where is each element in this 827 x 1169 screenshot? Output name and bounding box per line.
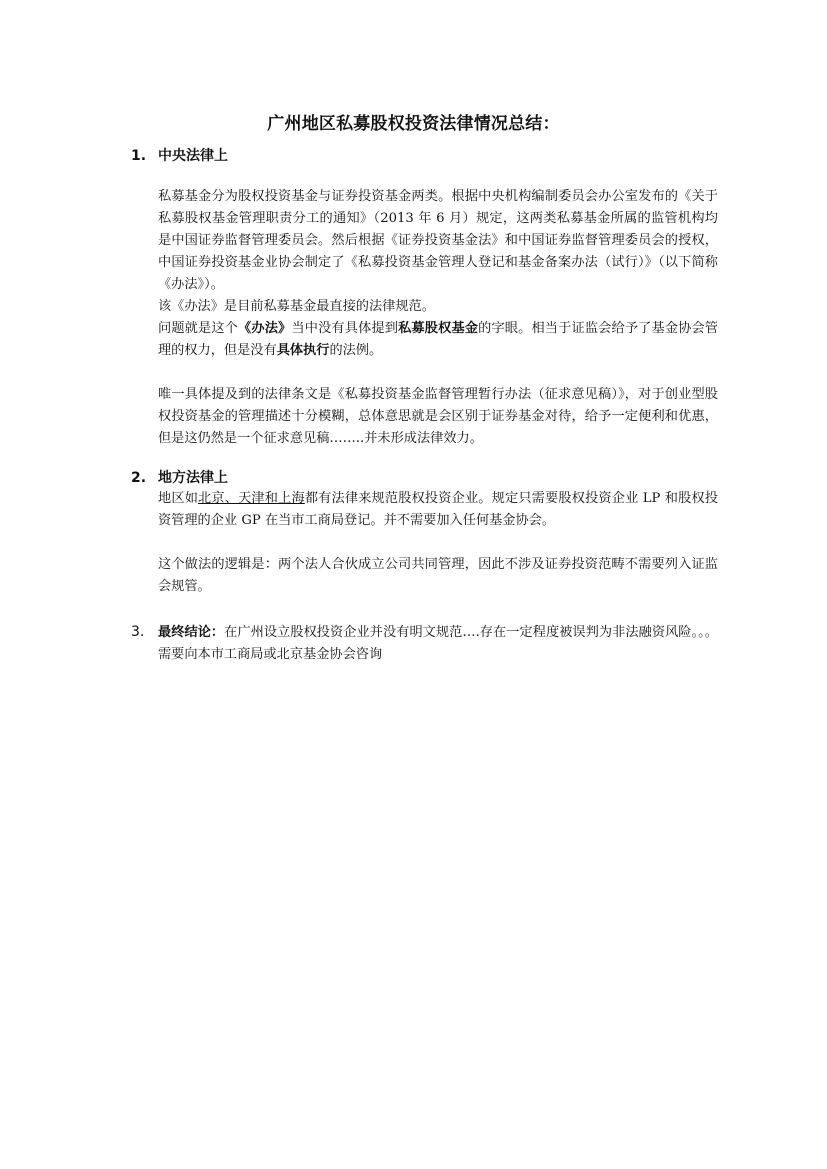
section-number: 1. (131, 148, 147, 164)
section-heading (131, 146, 721, 166)
section-title: 最终结论： (158, 625, 225, 640)
paragraph (158, 318, 718, 362)
section-body (158, 488, 718, 598)
paragraph: 该《办法》是目前私募基金最直接的法律规范。 (158, 299, 435, 314)
text-run: 问题就是这个 (158, 321, 239, 336)
section-conclusion (131, 622, 721, 666)
section-number: 2. (131, 470, 147, 486)
section-heading (131, 468, 721, 488)
bold-term: 私募股权基金 (398, 321, 479, 336)
text-run: 在广州设立股权投资企业并没有明文规范….存在一定程度被误判为非法融资风险。。。需要向本市工商局或北京基金协会咨询 (158, 625, 718, 662)
paragraph (158, 622, 718, 666)
section-body (158, 186, 718, 450)
section-local-law (131, 468, 721, 598)
paragraph: 唯一具体提及到的法律条文是《私募投资基金监督管理暂行办法（征求意见稿）》，对于创业型股权投资基金的管理描述十分模糊，总体意思就是会区别于证券基金对待，给予一定便利和优惠，但是这仍然是一个征求意见稿……..并未形成法律效力。 (158, 387, 718, 446)
section-body (158, 622, 718, 666)
text-run: 的字眼。相当于证监会给予了基金协会管理的权力，但是没有 (158, 321, 719, 358)
bold-term: 具体执行 (276, 343, 330, 358)
text-run: 的法例。 (329, 343, 383, 358)
document-title: 广州地区私募股权投资法律情况总结： (267, 114, 560, 134)
paragraph: 这个做法的逻辑是：两个法人合伙成立公司共同管理，因此不涉及证券投资范畴不需要列入证监会规管。 (158, 557, 718, 594)
section-central-law (131, 146, 721, 450)
text-run: 都有法律来规范股权投资企业。规定只需要股权投资企业 LP 和股权投资管理的企业 GP 在当市工商局登记。并不需要加入任何基金协会。 (158, 491, 719, 528)
underlined-text: 北京、天津和上海 (198, 491, 305, 506)
section-number: 3. (131, 624, 145, 640)
text-run: 地区如 (158, 491, 199, 506)
text-run: 当中没有具体提到 (291, 321, 399, 336)
paragraph: 私募基金分为股权投资基金与证券投资基金两类。根据中央机构编制委员会办公室发布的《关于私募股权基金管理职责分工的通知》（2013 年 6 月）规定，这两类私募基金所属的监管机构均是中国证券监督管理委员会。然后根据《证券投资基金法》和中国证券监督管理委员会的授权，中国证券投资基金业协会制定了《私募投资基金管理人登记和基金备案办法（试行）》（以下简称《办法》）。 (158, 189, 718, 292)
section-title: 中央法律上 (158, 148, 228, 164)
paragraph (158, 488, 718, 532)
bold-term: 《办法》 (238, 321, 292, 336)
section-title: 地方法律上 (158, 470, 228, 486)
